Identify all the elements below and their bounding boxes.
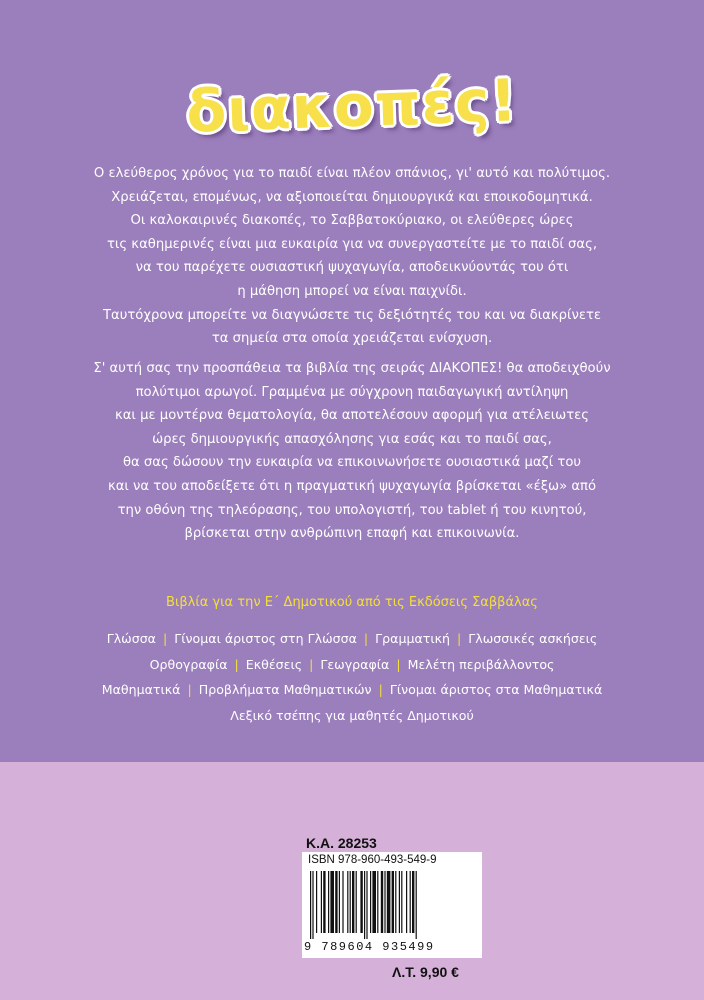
barcode-bar (395, 871, 396, 933)
book-title: Γεωγραφία (320, 656, 390, 672)
book-title: Γραμματική (375, 631, 451, 646)
book-title: Μαθηματικά (101, 682, 181, 697)
barcode-icon (306, 871, 478, 939)
intro-line: Οι καλοκαιρινές διακοπές, το Σαββατοκύριακο, οι ελεύθερες ώρες (130, 213, 574, 229)
barcode-bar (347, 871, 348, 933)
series-line: βρίσκεται στην ανθρώπινη επαφή και επικοινωνία. (184, 526, 520, 542)
book-title: Εκθέσεις (245, 656, 303, 672)
intro-line: τα σημεία στα οποία χρειάζεται ενίσχυση. (211, 331, 493, 347)
book-title: Γίνομαι άριστος στα Μαθηματικά (389, 682, 603, 697)
barcode-bar (321, 871, 322, 933)
book-title: Λεξικό τσέπης για μαθητές Δημοτικού (230, 707, 474, 723)
book-title: Γλώσσα (106, 631, 156, 646)
book-title: Γίνομαι άριστος στη Γλώσσα (174, 631, 357, 646)
barcode-bar (339, 871, 340, 933)
barcode-bar (352, 871, 354, 933)
barcode-bar (316, 871, 317, 933)
barcode-bar (330, 871, 334, 933)
barcode-bar (364, 871, 365, 939)
separator: | (378, 682, 383, 697)
barcode-bar (384, 871, 385, 933)
series-line: και με μοντέρνα θεματολογία, θα αποτελέσουν αφορμή για ατέλειωτες (114, 408, 590, 424)
series-line: και να του αποδείξετε ότι η πραγματική ψυχαγωγία βρίσκεται «έξω» από (107, 478, 597, 494)
barcode-bar (370, 871, 371, 933)
barcode-bar (342, 871, 343, 933)
barcode-bar (356, 871, 357, 933)
separator: | (363, 631, 369, 646)
book-row (0, 626, 704, 652)
barcode-bar (323, 871, 325, 933)
barcode-bar (392, 871, 394, 933)
book-title: Ορθογραφία (149, 656, 228, 672)
book-title: Μελέτη περιβάλλοντος (407, 656, 555, 672)
barcode-bar (328, 871, 329, 933)
separator: | (309, 656, 314, 672)
intro-line: Ταυτόχρονα μπορείτε να διαγνώσετε τις δεξιότητές του και να διακρίνετε (102, 307, 602, 323)
book-row (0, 652, 704, 678)
series-line: την οθόνη της τηλεόρασης, του υπολογιστή, του tablet ή του κινητού, (117, 502, 587, 518)
isbn-number: ISBN 978-960-493-549-9 (308, 854, 437, 866)
series-line: ώρες δημιουργικής απασχόλησης για εσάς και το παιδί σας, (152, 431, 552, 447)
separator: | (396, 656, 401, 672)
separator: | (457, 631, 462, 646)
barcode-bar (366, 871, 367, 939)
intro-line: η μάθηση μπορεί να είναι παιχνίδι. (237, 283, 467, 299)
barcode-bar (350, 871, 351, 933)
barcode-bar (416, 871, 417, 939)
barcode-bar (410, 871, 411, 933)
intro-paragraph (0, 162, 704, 351)
book-row (0, 703, 704, 729)
price-label: Λ.Τ. 9,90 € (392, 964, 459, 980)
intro-line: Χρειάζεται, επομένως, να αξιοποιείται δημιουργικά και εποικοδομητικά. (111, 189, 593, 205)
barcode-bar (310, 871, 311, 939)
barcode-bar (399, 871, 400, 933)
product-code: Κ.Α. 28253 (306, 835, 377, 851)
book-list (0, 626, 704, 728)
barcode-bar (312, 871, 313, 939)
barcode-bar (372, 871, 376, 933)
barcode-bar (381, 871, 383, 933)
series-title: διακοπές! (185, 66, 519, 146)
barcode-bar (377, 871, 378, 933)
series-paragraph (0, 357, 704, 546)
series-line: Σ' αυτή σας την προσπάθεια τα βιβλία της σειράς ΔΙΑΚΟΠΕΣ! θα αποδειχθούν (93, 361, 611, 376)
barcode-digits: 9 789604 935499 (304, 940, 435, 954)
series-line: πολύτιμοι αρωγοί. Γραμμένα με σύγχρονη παιδαγωγική αντίληψη (135, 384, 569, 400)
barcode-bar (335, 871, 337, 933)
series-line: θα σας δώσουν την ευκαιρία να επικοινωνήσετε ουσιαστικά μαζί του (122, 455, 582, 471)
barcode-bar (406, 871, 407, 933)
intro-line: Ο ελεύθερος χρόνος για το παιδί είναι πλέον σπάνιος, γι' αυτό και πολύτιμος. (93, 166, 611, 181)
intro-line: τις καθημερινές είναι μια ευκαιρία για να συνεργαστείτε με το παιδί σας, (106, 236, 598, 252)
books-heading: Βιβλία για την Ε΄ Δημοτικού από τις Εκδόσεις Σαββάλας (166, 595, 538, 610)
separator: | (187, 682, 192, 697)
separator: | (162, 631, 168, 646)
barcode-bar (401, 871, 402, 933)
separator: | (234, 656, 239, 672)
book-title: Προβλήματα Μαθηματικών (198, 682, 372, 697)
intro-line: να του παρέχετε ουσιαστική ψυχαγωγία, αποδεικνύοντάς του ότι (135, 260, 569, 276)
barcode-bar (360, 871, 362, 933)
book-row (0, 677, 704, 703)
barcode-bar (387, 871, 391, 933)
barcode-bar (412, 871, 414, 933)
isbn-barcode (302, 852, 482, 958)
book-title: Γλωσσικές ασκήσεις (468, 631, 598, 646)
